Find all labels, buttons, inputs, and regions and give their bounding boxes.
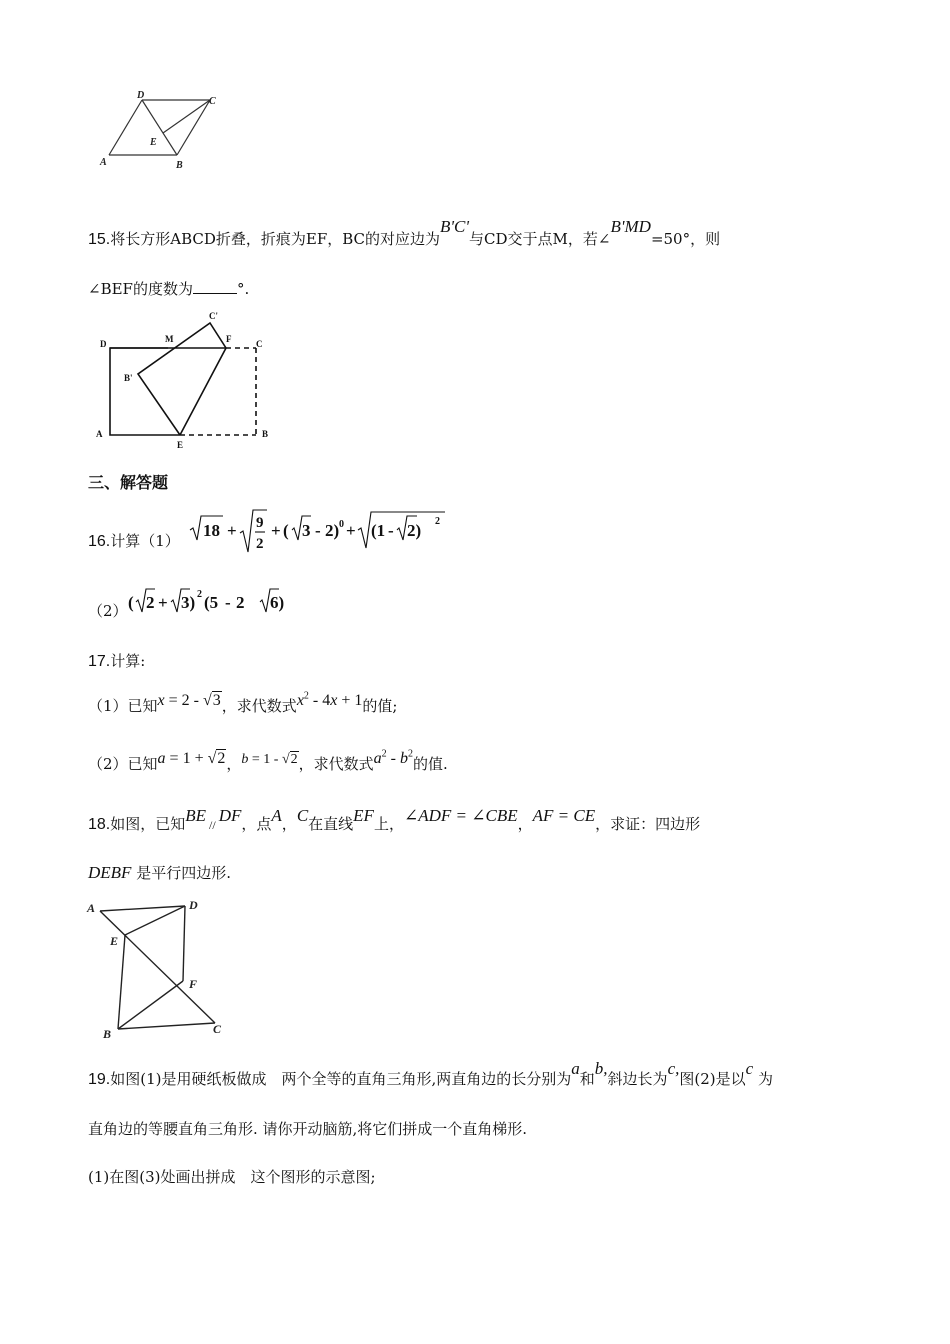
svg-text:2: 2 xyxy=(197,589,202,600)
label-D: D xyxy=(100,339,107,349)
svg-text:3: 3 xyxy=(302,521,311,540)
label-A: A xyxy=(87,901,96,915)
q17-math-expr2: $a^2 - b^2$ xyxy=(373,748,413,767)
svg-text:+: + xyxy=(158,593,168,612)
svg-text:6): 6) xyxy=(270,593,285,612)
svg-text:2: 2 xyxy=(236,593,245,612)
label-E: E xyxy=(177,440,184,450)
svg-text:-: - xyxy=(315,521,321,540)
label-B-prime: B' xyxy=(124,373,133,383)
q19-line1: 19.如图(1)是用硬纸板做成 两个全等的直角三角形,两直角边的长分别为a和b,斜边长为c,图(2)是以c 为 xyxy=(88,1059,773,1088)
section-heading: 三、解答题 xyxy=(88,473,169,492)
q17-math-expr1: $x^2 - 4x + 1$ xyxy=(296,690,363,709)
svg-text:+: + xyxy=(346,521,356,540)
label-E: E xyxy=(110,934,119,948)
svg-text:+: + xyxy=(227,521,237,540)
q15-number: 15. xyxy=(88,231,111,248)
q17-part1: （1）已知x = 2 - √3，求代数式$x^2 - 4x + 1$的值; xyxy=(88,690,398,715)
svg-text:2): 2) xyxy=(407,521,422,540)
q17-math-a: a = 1 + √2 xyxy=(157,750,226,767)
q16-line1: 16.计算（1） xyxy=(88,532,180,550)
label-E: E xyxy=(150,137,157,148)
label-B: B xyxy=(103,1027,112,1041)
label-C: C xyxy=(213,1022,222,1036)
svg-text:-: - xyxy=(388,521,394,540)
q17-part2: （2）已知a = 1 + √2，b = 1 - √2，求代数式$a^2 - b^2$的值. xyxy=(88,748,448,773)
label-B: B xyxy=(176,160,183,171)
svg-text:2: 2 xyxy=(435,516,440,527)
label-A: A xyxy=(100,157,107,168)
q15-line2: ∠BEF的度数为 °. xyxy=(88,280,250,298)
svg-text:0: 0 xyxy=(339,519,344,530)
svg-text:2): 2) xyxy=(325,521,340,540)
q15-line1: 15.将长方形ABCD折叠，折痕为EF，BC的对应边为B'C'与CD交于点M，若∠B'MD=50°，则 xyxy=(88,217,721,248)
label-D: D xyxy=(189,898,198,912)
svg-text:(5: (5 xyxy=(204,593,219,612)
svg-text:(: ( xyxy=(283,521,289,540)
q15-math-angle: B'MD xyxy=(610,217,651,236)
q18-line2: DEBF 是平行四边形. xyxy=(88,863,231,882)
label-F: F xyxy=(189,977,198,991)
svg-text:(: ( xyxy=(128,593,134,612)
answer-blank xyxy=(193,293,237,294)
label-C-prime: C' xyxy=(209,311,218,321)
q16-expression-2 xyxy=(128,585,298,620)
svg-text:18: 18 xyxy=(203,521,220,540)
q18-line1: 18.如图，已知BE // DF，点A，C在直线EF上，∠ADF = ∠CBE，AF = CE，求证：四边形 xyxy=(88,806,701,833)
svg-text:-: - xyxy=(225,593,231,612)
svg-text:(1: (1 xyxy=(371,521,386,540)
q19-line3: (1)在图(3)处画出拼成 这个图形的示意图; xyxy=(88,1168,376,1186)
q18-figure xyxy=(85,893,240,1043)
q17-math-x: x = 2 - √3 xyxy=(157,692,221,709)
svg-text:2: 2 xyxy=(256,536,264,552)
label-B: B xyxy=(262,429,269,439)
svg-text:9: 9 xyxy=(256,515,264,531)
label-A: A xyxy=(96,429,103,439)
label-F: F xyxy=(226,334,232,344)
q17-line1: 17.计算: xyxy=(88,652,146,670)
label-C: C xyxy=(209,96,216,107)
parallelogram-figure xyxy=(95,85,230,175)
fold-figure xyxy=(88,305,288,455)
q15-math-bc: B'C' xyxy=(440,217,470,236)
svg-text:+: + xyxy=(271,521,281,540)
svg-text:2: 2 xyxy=(146,593,155,612)
label-D: D xyxy=(137,90,145,101)
q19-line2: 直角边的等腰直角三角形. 请你开动脑筋,将它们拼成一个直角梯形. xyxy=(88,1120,528,1138)
label-C: C xyxy=(256,339,263,349)
label-M: M xyxy=(165,334,174,344)
q16-line2: （2） xyxy=(88,602,128,620)
q16-expression-1 xyxy=(185,508,465,558)
q17-math-b: b = 1 - √2 xyxy=(241,752,298,767)
svg-text:3): 3) xyxy=(181,593,196,612)
